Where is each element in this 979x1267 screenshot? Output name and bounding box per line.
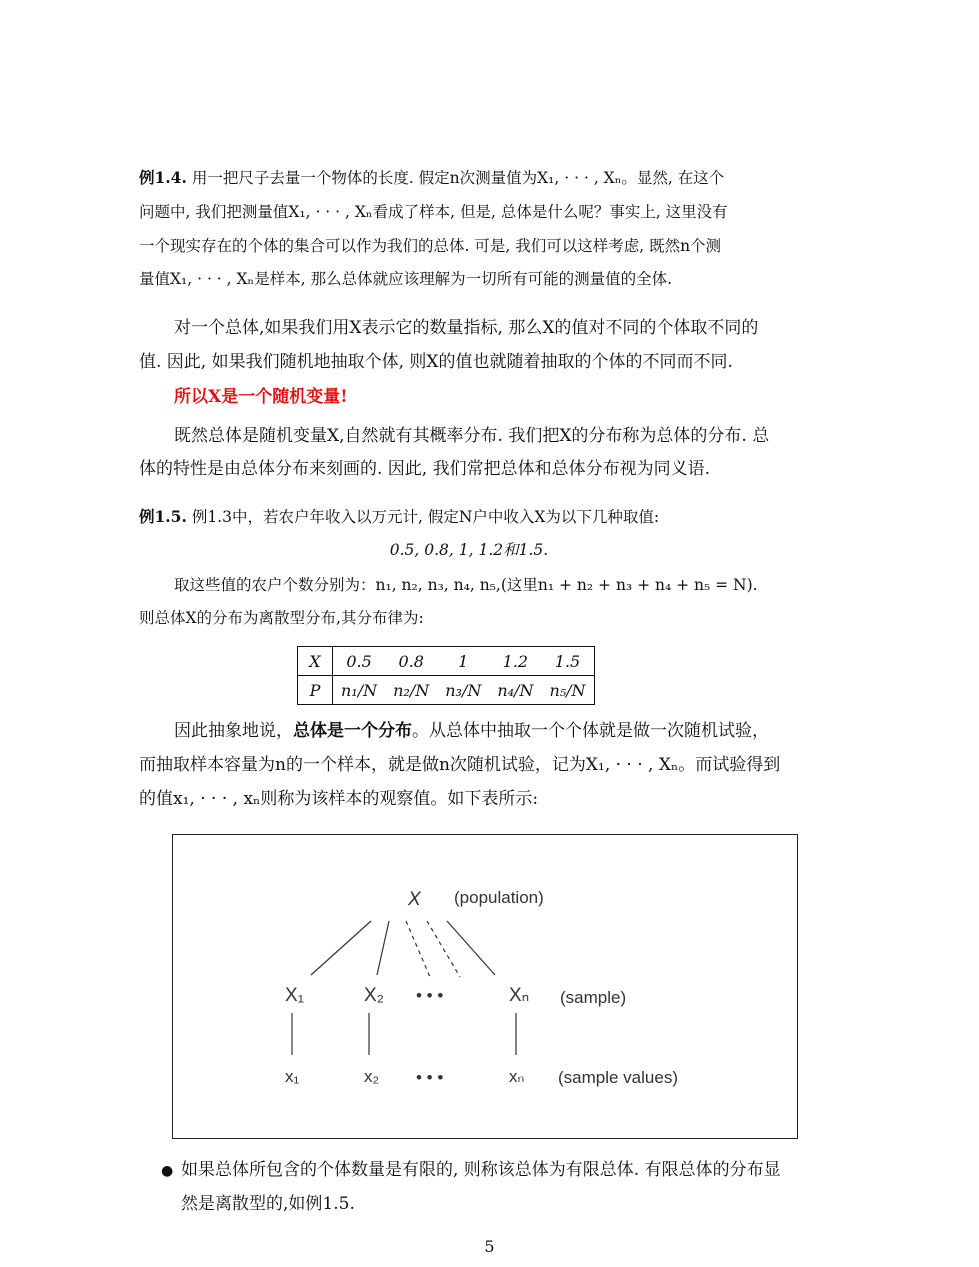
bullet-icon: ● [161, 1163, 174, 1179]
para3-line3: 的值x₁, · · · , xₙ则称为该样本的观察值。如下表所示: [139, 789, 539, 809]
table-cell: n₃/N [437, 676, 489, 705]
table-cell: 1.5 [541, 647, 594, 676]
para3-text-post: 。从总体中抽取一个个体就是做一次随机试验， [412, 721, 769, 741]
diagram-svg [173, 835, 797, 1138]
population-symbol: X [408, 889, 421, 910]
table-cell: 1.2 [489, 647, 541, 676]
branch-line-1 [311, 921, 371, 975]
table-header-p: P [298, 676, 333, 705]
value-label: (sample values) [558, 1068, 678, 1087]
example15-text-1: 例1.3中，若农户年收入以万元计, 假定N户中收入X为以下几种取值: [191, 508, 660, 526]
population-sample-diagram [172, 834, 798, 1139]
sample-dots: • • • [416, 986, 444, 1005]
example14-line2: 问题中, 我们把测量值X₁, · · · , Xₙ看成了样本, 但是, 总体是什么呢？事实上, 这里没有 [139, 203, 728, 221]
table-cell: 0.8 [385, 647, 437, 676]
random-variable-highlight: 所以X是一个随机变量! [174, 387, 348, 407]
para2-line2: 体的特性是由总体分布来刻画的. 因此, 我们常把总体和总体分布视为同义语. [139, 459, 711, 479]
branch-line-2 [377, 921, 389, 975]
table-cell: n₁/N [333, 676, 386, 705]
bullet-line1: 如果总体所包含的个体数量是有限的, 则称该总体为有限总体. 有限总体的分布显 [181, 1160, 781, 1180]
sample-symbol-2: X₂ [364, 985, 385, 1006]
table-cell: n₂/N [385, 676, 437, 705]
para1-line1: 对一个总体,如果我们用X表示它的数量指标, 那么X的值对不同的个体取不同的 [174, 318, 759, 338]
branch-line-n [447, 921, 495, 975]
para3-text-pre: 因此抽象地说， [174, 721, 293, 741]
table-row-p [298, 676, 595, 705]
para3-line1 [139, 720, 834, 742]
para2-line1: 既然总体是随机变量X,自然就有其概率分布. 我们把X的分布称为总体的分布. 总 [174, 426, 770, 446]
sample-symbol-n: Xₙ [509, 985, 530, 1006]
value-dots: • • • [416, 1068, 444, 1087]
example14-line3: 一个现实存在的个体的集合可以作为我们的总体. 可是, 我们可以这样考虑, 既然n个测 [139, 237, 722, 255]
bullet-line2: 然是离散型的,如例1.5. [181, 1194, 355, 1214]
example14-label: 例1.4. [139, 168, 187, 187]
example15-line4: 则总体X的分布为离散型分布,其分布律为: [139, 609, 424, 627]
para1-line2: 值. 因此, 如果我们随机地抽取个体, 则X的值也就随着抽取的个体的不同而不同. [139, 352, 733, 372]
example14-text-1: 用一把尺子去量一个物体的长度. 假定n次测量值为X₁, · · · , Xₙ。显然, 在这个 [191, 169, 725, 187]
sample-symbol-1: X₁ [285, 985, 305, 1006]
population-label: (population) [454, 888, 544, 907]
value-symbol-n: xₙ [509, 1067, 525, 1086]
table-cell: 0.5 [333, 647, 386, 676]
table-header-x: X [298, 647, 333, 676]
sample-label: (sample) [560, 988, 627, 1007]
table-cell: n₅/N [541, 676, 594, 705]
para3-text-bold: 总体是一个分布 [293, 721, 412, 741]
distribution-table [297, 646, 595, 705]
example14-line1 [139, 167, 799, 189]
example15-line3: 取这些值的农户个数分别为：n₁, n₂, n₃, n₄, n₅,(这里n₁ + n₂ + n₃ + n₄ + n₅ = N). [174, 576, 758, 594]
value-symbol-2: x₂ [364, 1067, 380, 1086]
branch-line-dashed-1 [406, 921, 430, 977]
table-row-x [298, 647, 595, 676]
page-number: 5 [484, 1237, 495, 1256]
table-cell: n₄/N [489, 676, 541, 705]
example15-label: 例1.5. [139, 507, 187, 526]
para3-line2: 而抽取样本容量为n的一个样本，就是做n次随机试验，记为X₁, · · · , Xₙ。而试验得到 [139, 755, 781, 775]
example14-line4: 量值X₁, · · · , Xₙ是样本, 那么总体就应该理解为一切所有可能的测量值的全体. [139, 270, 673, 288]
table-cell: 1 [437, 647, 489, 676]
example15-values: 0.5, 0.8, 1, 1.2和1.5. [389, 541, 549, 559]
example15-line1 [139, 506, 799, 528]
value-symbol-1: x₁ [285, 1067, 300, 1086]
